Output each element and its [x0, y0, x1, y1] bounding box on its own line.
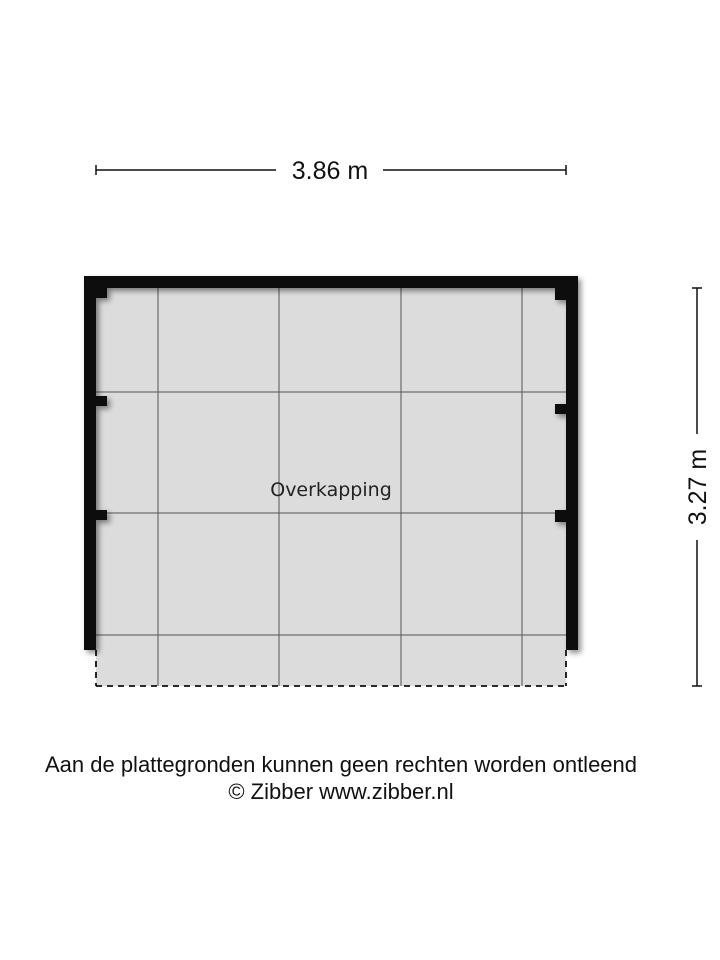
wall-left — [84, 276, 96, 650]
post-left-low — [96, 510, 107, 520]
disclaimer-text: Aan de plattegronden kunnen geen rechten worden ontleend — [44, 752, 638, 777]
height-dimension-label: 3.27 m — [684, 448, 712, 526]
height-dimension — [684, 288, 712, 686]
post-left-top — [96, 288, 107, 298]
wall-top — [84, 276, 578, 288]
wall-right — [566, 276, 578, 650]
width-dimension — [96, 157, 566, 185]
post-right-low — [555, 510, 566, 522]
post-left-mid — [96, 396, 107, 406]
post-right-mid — [555, 404, 566, 414]
room-label: Overkapping — [270, 479, 392, 501]
post-right-top — [555, 288, 566, 300]
room-overkapping — [84, 276, 578, 686]
width-dimension-label: 3.86 m — [291, 157, 369, 185]
copyright-text: © Zibber www.zibber.nl — [228, 779, 454, 804]
